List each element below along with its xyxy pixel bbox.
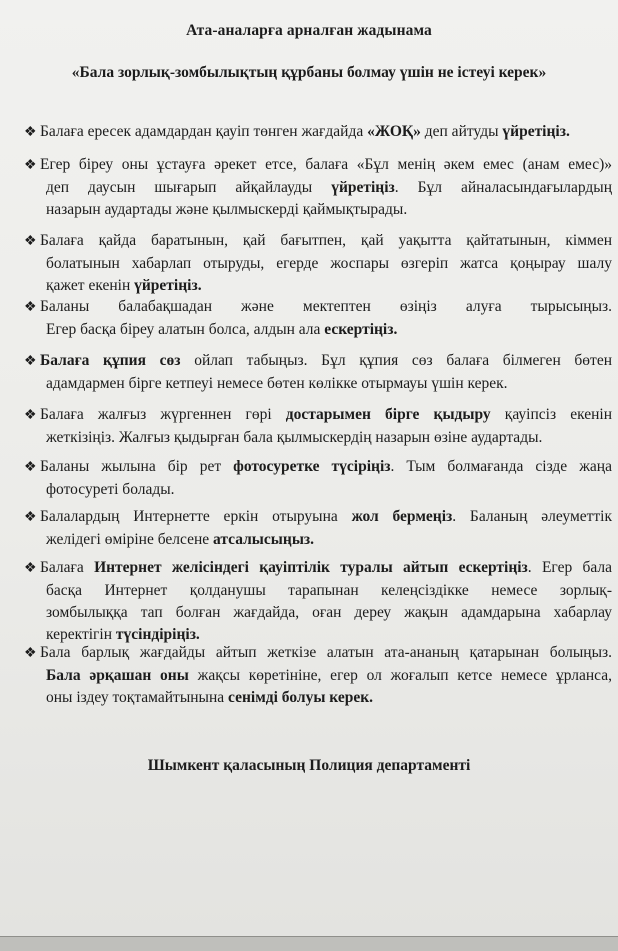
diamond-cluster-icon: ❖ (24, 510, 37, 525)
document-subtitle: «Бала зорлық-зомбылықтың құрбаны болмау үшін не істеуі керек» (71, 64, 547, 81)
list-item: ❖ Балаға құпия сөз ойлап табыңыз. Бұл құпия сөз балаға білмеген бөтен адамдармен бірге кетпеуі немесе бөтен көлікке отырмауы үшін керек. (24, 352, 612, 392)
document-footer: Шымкент қаласының Полиция департаменті (147, 757, 471, 774)
diamond-cluster-icon: ❖ (24, 234, 37, 249)
list-item: ❖ Баланы балабақшадан және мектептен өзіңіз алуға тырысыңыз. Егер басқа біреу алатын болса, алдын ала ескертіңіз. (24, 298, 612, 338)
page-bottom-edge (0, 936, 618, 951)
list-item: ❖ Балаға ересек адамдардан қауіп төнген жағдайда «ЖОҚ» деп айтуды үйретіңіз. (24, 121, 612, 144)
diamond-cluster-icon: ❖ (24, 460, 37, 475)
diamond-cluster-icon: ❖ (24, 646, 37, 661)
diamond-cluster-icon: ❖ (24, 300, 37, 315)
document-title: Ата-аналарға арналған жадынама (186, 22, 432, 39)
diamond-cluster-icon: ❖ (24, 408, 37, 423)
diamond-cluster-icon: ❖ (24, 158, 37, 173)
list-item: ❖ Балаға жалғыз жүргеннен гөрі достарымен бірге қыдыру қауіпсіз екенін жеткізіңіз. Жалғыз қыдырған бала қылмыскердің назарын өзіне аудартады. (24, 406, 612, 446)
list-item: ❖ Балаға қайда баратынын, қай бағытпен, қай уақытта қайтатынын, кіммен болатынын хабарлап отыруды, егерде жоспары өзгеріп жатса қоңырау шалу қажет екенін үйретіңіз. (24, 232, 612, 294)
diamond-cluster-icon: ❖ (24, 354, 37, 369)
list-item: ❖ Егер біреу оны ұстауға әрекет етсе, балаға «Бұл менің әкем емес (анам емес)» деп даусын шығарып айқайлауды үйретіңіз. Бұл айналасындағылардың назарын аудартады және қылмыскерді қаймықтырады. (24, 156, 612, 218)
diamond-cluster-icon: ❖ (24, 561, 37, 576)
list-item: ❖ Баланы жылына бір рет фотосуретке түсіріңіз. Тым болмағанда сізде жаңа фотосуреті болады. (24, 458, 612, 498)
list-item: ❖ Бала барлық жағдайды айтып жеткізе алатын ата-ананың қатарынан болыңыз. Бала әрқашан оны жақсы көретініне, егер ол жоғалып кетсе немесе ұрланса, оны іздеу тоқтамайтынына сенімді болуы керек. (24, 644, 612, 706)
diamond-cluster-icon: ❖ (24, 125, 37, 140)
list-item: ❖ Балаға Интернет желісіндегі қауіптілік туралы айтып ескертіңіз. Егер бала басқа Интернет қолданушы тарапынан келеңсіздікке немесе зорлық- зомбылыққа тап болған жағдайда, оған дереу жақын адамдарына хабарлау керектігін түсіндіріңіз. (24, 559, 612, 643)
list-item: ❖ Балалардың Интернетте еркін отыруына жол бермеңіз. Баланың әлеуметтік желідегі өміріне белсене атсалысыңыз. (24, 508, 613, 548)
